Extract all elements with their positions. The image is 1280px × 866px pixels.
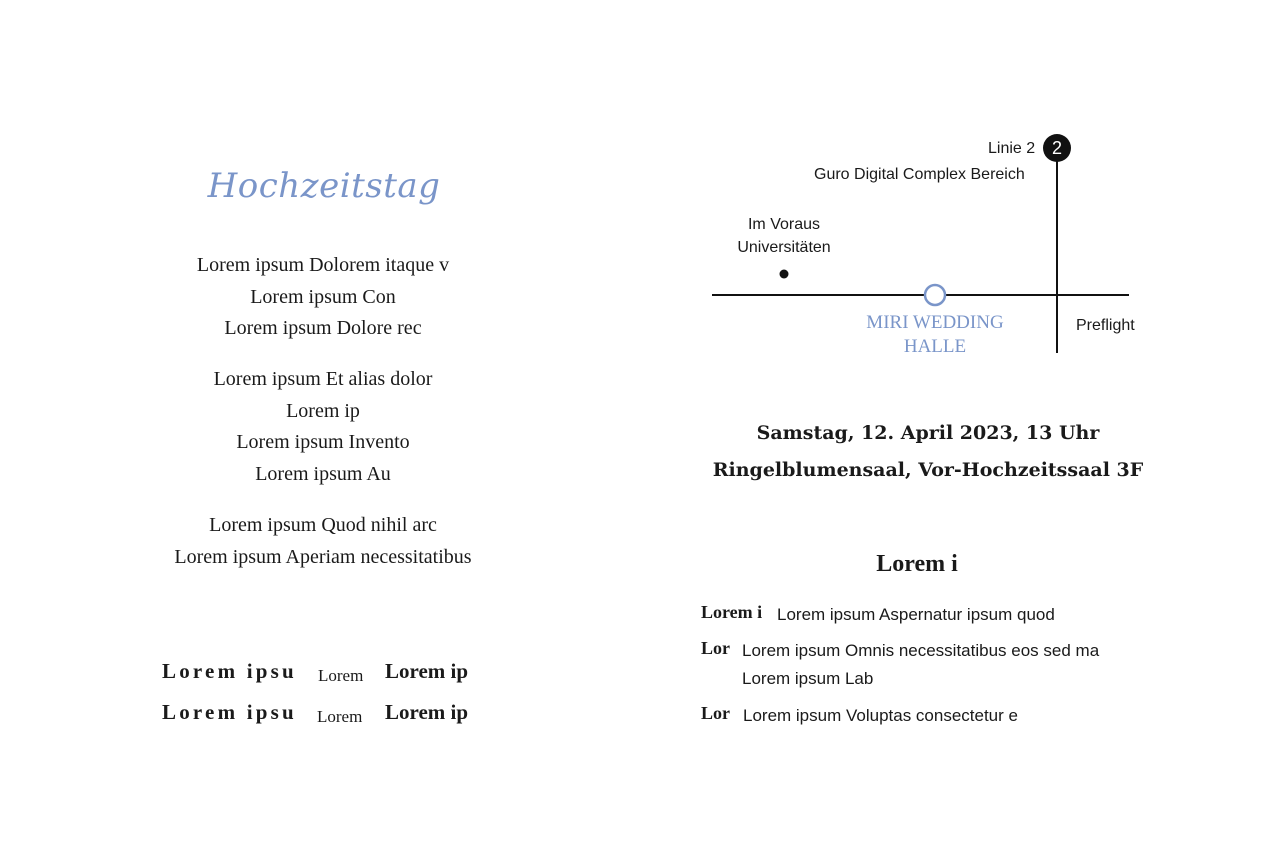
verse-line: Lorem ipsum Et alias dolor: [213, 368, 433, 390]
verse-line: Lorem ip: [286, 399, 360, 422]
verse-line: Lorem ipsum Dolore rec: [224, 317, 422, 339]
event-place: Ringelblumensaal, Vor-Hochzeitssaal 3F: [712, 459, 1144, 481]
verse-line: Lorem ipsum Dolorem itaque v: [196, 254, 450, 276]
subway-line-badge-icon: 2: [1043, 134, 1071, 162]
directions-title: Lorem i: [876, 551, 958, 577]
verse-line: Lorem ipsum Invento: [236, 431, 410, 453]
directions-key: Lor: [701, 703, 730, 723]
complex-label: Guro Digital Complex Bereich: [814, 166, 1025, 183]
directions-text: Lorem ipsum Omnis necessitatibus eos sed ma Lorem ipsum Lab: [742, 641, 1100, 688]
directions-key: Lor: [701, 638, 730, 658]
parent-names: Lorem ipsu: [162, 700, 297, 724]
child-name: Lorem ip: [385, 659, 469, 683]
child-name: Lorem ip: [385, 700, 469, 724]
relation-label: Lorem: [317, 707, 363, 726]
venue-marker-icon: [925, 285, 945, 305]
verse-line: Lorem ipsum Au: [255, 462, 391, 485]
directions-text: Lorem ipsum Aspernatur ipsum quod: [777, 605, 1055, 624]
landmark-dot: [780, 270, 789, 279]
page-title: Hochzeitstag: [207, 166, 441, 206]
ahead-label: Im Voraus Universitäten: [737, 216, 831, 256]
subway-line-label: Linie 2: [988, 140, 1036, 157]
verse-line: Lorem ipsum Con: [250, 285, 396, 308]
parent-names: Lorem ipsu: [162, 659, 297, 683]
verse-line: Lorem ipsum Quod nihil arc: [209, 514, 437, 536]
preflight-label: Preflight: [1076, 317, 1135, 334]
directions-text: Lorem ipsum Voluptas consectetur e: [743, 706, 1018, 725]
verse-line: Lorem ipsum Aperiam necessitatibus: [174, 545, 472, 568]
venue-label: MIRI WEDDING HALLE: [866, 312, 1004, 357]
directions-key: Lorem i: [701, 602, 763, 622]
event-datetime: Samstag, 12. April 2023, 13 Uhr: [756, 422, 1100, 444]
relation-label: Lorem: [318, 666, 364, 685]
